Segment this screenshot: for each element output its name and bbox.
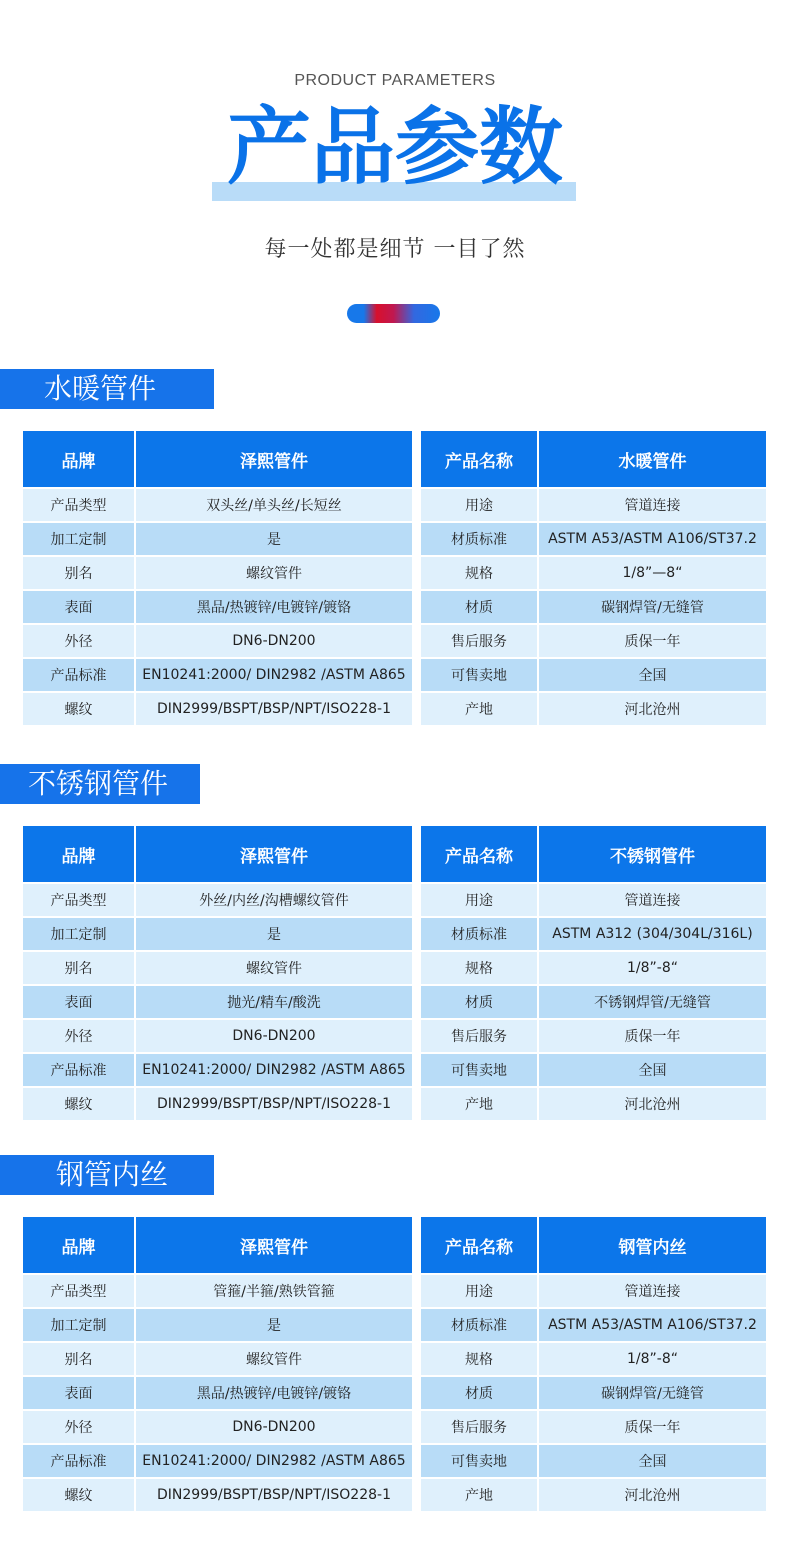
table-row: [421, 1411, 766, 1445]
row-label: 用途: [421, 1275, 539, 1309]
table-header-cell: 泽熙管件: [136, 826, 412, 884]
table-row: [23, 986, 412, 1020]
row-value: DIN2999/BSPT/BSP/NPT/ISO228-1: [136, 1479, 412, 1513]
row-value: 1/8”-8“: [539, 1343, 766, 1377]
section-title: 水暖管件: [0, 369, 214, 409]
row-value: 螺纹管件: [136, 1343, 412, 1377]
row-value: ASTM A312 (304/304L/316L): [539, 918, 766, 952]
row-value: 河北沧州: [539, 1479, 766, 1513]
row-label: 外径: [23, 1411, 136, 1445]
row-label: 售后服务: [421, 625, 539, 659]
table-row: [23, 1377, 412, 1411]
table-header-cell: 钢管内丝: [539, 1217, 766, 1275]
row-value: 碳钢焊管/无缝管: [539, 591, 766, 625]
spec-table-left: [23, 1217, 412, 1513]
row-value: 双头丝/单头丝/长短丝: [136, 489, 412, 523]
row-label: 产地: [421, 693, 539, 727]
table-row: [23, 489, 412, 523]
row-value: ASTM A53/ASTM A106/ST37.2: [539, 523, 766, 557]
table-header-cell: 不锈钢管件: [539, 826, 766, 884]
row-label: 产品标准: [23, 659, 136, 693]
table-row: [421, 489, 766, 523]
row-label: 用途: [421, 884, 539, 918]
table-row: [23, 1445, 412, 1479]
row-label: 可售卖地: [421, 659, 539, 693]
table-row: [421, 523, 766, 557]
row-label: 加工定制: [23, 523, 136, 557]
table-header-cell: 产品名称: [421, 1217, 539, 1275]
table-header-cell: 品牌: [23, 431, 136, 489]
row-value: DIN2999/BSPT/BSP/NPT/ISO228-1: [136, 1088, 412, 1122]
table-row: [421, 693, 766, 727]
table-row: [421, 1479, 766, 1513]
table-header-cell: 产品名称: [421, 431, 539, 489]
row-label: 外径: [23, 625, 136, 659]
row-label: 产品类型: [23, 1275, 136, 1309]
table-row: [23, 918, 412, 952]
row-value: 抛光/精车/酸洗: [136, 986, 412, 1020]
table-row: [23, 884, 412, 918]
row-label: 别名: [23, 952, 136, 986]
row-label: 材质标准: [421, 523, 539, 557]
spec-table-left: [23, 431, 412, 727]
spec-table-right: [421, 826, 766, 1122]
table-row: [421, 952, 766, 986]
row-value: 质保一年: [539, 1411, 766, 1445]
table-row: [23, 557, 412, 591]
table-row: [421, 659, 766, 693]
row-label: 表面: [23, 1377, 136, 1411]
table-header-cell: 品牌: [23, 1217, 136, 1275]
row-value: 1/8”-8“: [539, 952, 766, 986]
table-row: [23, 1479, 412, 1513]
row-label: 材质标准: [421, 1309, 539, 1343]
table-row: [23, 1054, 412, 1088]
table-row: [23, 523, 412, 557]
table-row: [421, 1377, 766, 1411]
row-value: 管道连接: [539, 489, 766, 523]
section-title: 不锈钢管件: [0, 764, 200, 804]
row-label: 螺纹: [23, 1479, 136, 1513]
row-label: 螺纹: [23, 1088, 136, 1122]
row-value: 外丝/内丝/沟槽螺纹管件: [136, 884, 412, 918]
row-value: EN10241:2000/ DIN2982 /ASTM A865: [136, 1445, 412, 1479]
table-row: [421, 1343, 766, 1377]
row-label: 用途: [421, 489, 539, 523]
row-value: DN6-DN200: [136, 1411, 412, 1445]
row-label: 可售卖地: [421, 1054, 539, 1088]
row-label: 产品类型: [23, 884, 136, 918]
table-header-cell: 泽熙管件: [136, 1217, 412, 1275]
spec-table-right: [421, 1217, 766, 1513]
row-label: 产品类型: [23, 489, 136, 523]
table-row: [23, 1020, 412, 1054]
row-value: 管箍/半箍/熟铁管箍: [136, 1275, 412, 1309]
table-row: [23, 952, 412, 986]
row-value: EN10241:2000/ DIN2982 /ASTM A865: [136, 659, 412, 693]
row-value: 1/8”—8“: [539, 557, 766, 591]
table-row: [421, 591, 766, 625]
table-row: [23, 659, 412, 693]
table-row: [421, 625, 766, 659]
row-value: 管道连接: [539, 884, 766, 918]
section-title: 钢管内丝: [0, 1155, 214, 1195]
row-label: 产地: [421, 1088, 539, 1122]
table-row: [23, 591, 412, 625]
table-row: [421, 1445, 766, 1479]
row-value: 管道连接: [539, 1275, 766, 1309]
row-value: 是: [136, 918, 412, 952]
row-label: 售后服务: [421, 1020, 539, 1054]
table-header-cell: 水暖管件: [539, 431, 766, 489]
row-value: 质保一年: [539, 625, 766, 659]
table-header-cell: 品牌: [23, 826, 136, 884]
table-header-cell: 泽熙管件: [136, 431, 412, 489]
hero-header: [0, 0, 790, 360]
row-value: EN10241:2000/ DIN2982 /ASTM A865: [136, 1054, 412, 1088]
row-label: 规格: [421, 1343, 539, 1377]
row-value: DN6-DN200: [136, 625, 412, 659]
row-value: 黑品/热镀锌/电镀锌/镀铬: [136, 591, 412, 625]
table-row: [23, 625, 412, 659]
table-row: [23, 693, 412, 727]
table-header-cell: 产品名称: [421, 826, 539, 884]
table-row: [421, 1020, 766, 1054]
row-label: 产地: [421, 1479, 539, 1513]
table-row: [421, 986, 766, 1020]
page-title: 产品参数: [226, 98, 563, 196]
row-label: 产品标准: [23, 1054, 136, 1088]
row-label: 别名: [23, 557, 136, 591]
row-value: 全国: [539, 1445, 766, 1479]
row-label: 表面: [23, 591, 136, 625]
row-value: 河北沧州: [539, 1088, 766, 1122]
table-row: [421, 918, 766, 952]
table-row: [421, 1088, 766, 1122]
row-label: 售后服务: [421, 1411, 539, 1445]
row-value: 螺纹管件: [136, 952, 412, 986]
table-row: [23, 1309, 412, 1343]
row-label: 材质: [421, 591, 539, 625]
row-label: 可售卖地: [421, 1445, 539, 1479]
row-label: 材质: [421, 1377, 539, 1411]
table-row: [421, 884, 766, 918]
table-row: [23, 1088, 412, 1122]
row-label: 产品标准: [23, 1445, 136, 1479]
table-row: [23, 1411, 412, 1445]
row-value: 螺纹管件: [136, 557, 412, 591]
row-label: 螺纹: [23, 693, 136, 727]
row-value: 河北沧州: [539, 693, 766, 727]
table-row: [23, 1343, 412, 1377]
row-value: 是: [136, 1309, 412, 1343]
row-value: 质保一年: [539, 1020, 766, 1054]
row-label: 材质: [421, 986, 539, 1020]
row-label: 加工定制: [23, 918, 136, 952]
spec-table-right: [421, 431, 766, 727]
row-value: ASTM A53/ASTM A106/ST37.2: [539, 1309, 766, 1343]
row-value: DN6-DN200: [136, 1020, 412, 1054]
row-value: DIN2999/BSPT/BSP/NPT/ISO228-1: [136, 693, 412, 727]
spec-table-left: [23, 826, 412, 1122]
row-label: 外径: [23, 1020, 136, 1054]
row-value: 是: [136, 523, 412, 557]
row-label: 别名: [23, 1343, 136, 1377]
row-label: 材质标准: [421, 918, 539, 952]
decorative-pill: [347, 304, 440, 323]
table-row: [23, 1275, 412, 1309]
table-row: [421, 1275, 766, 1309]
row-label: 规格: [421, 557, 539, 591]
row-value: 碳钢焊管/无缝管: [539, 1377, 766, 1411]
table-row: [421, 1309, 766, 1343]
table-row: [421, 1054, 766, 1088]
row-value: 黑品/热镀锌/电镀锌/镀铬: [136, 1377, 412, 1411]
table-row: [421, 557, 766, 591]
page-slogan: 每一处都是细节 一目了然: [264, 237, 526, 262]
row-value: 全国: [539, 1054, 766, 1088]
row-value: 不锈钢焊管/无缝管: [539, 986, 766, 1020]
row-value: 全国: [539, 659, 766, 693]
row-label: 规格: [421, 952, 539, 986]
row-label: 表面: [23, 986, 136, 1020]
row-label: 加工定制: [23, 1309, 136, 1343]
page-subtitle: PRODUCT PARAMETERS: [294, 72, 496, 89]
